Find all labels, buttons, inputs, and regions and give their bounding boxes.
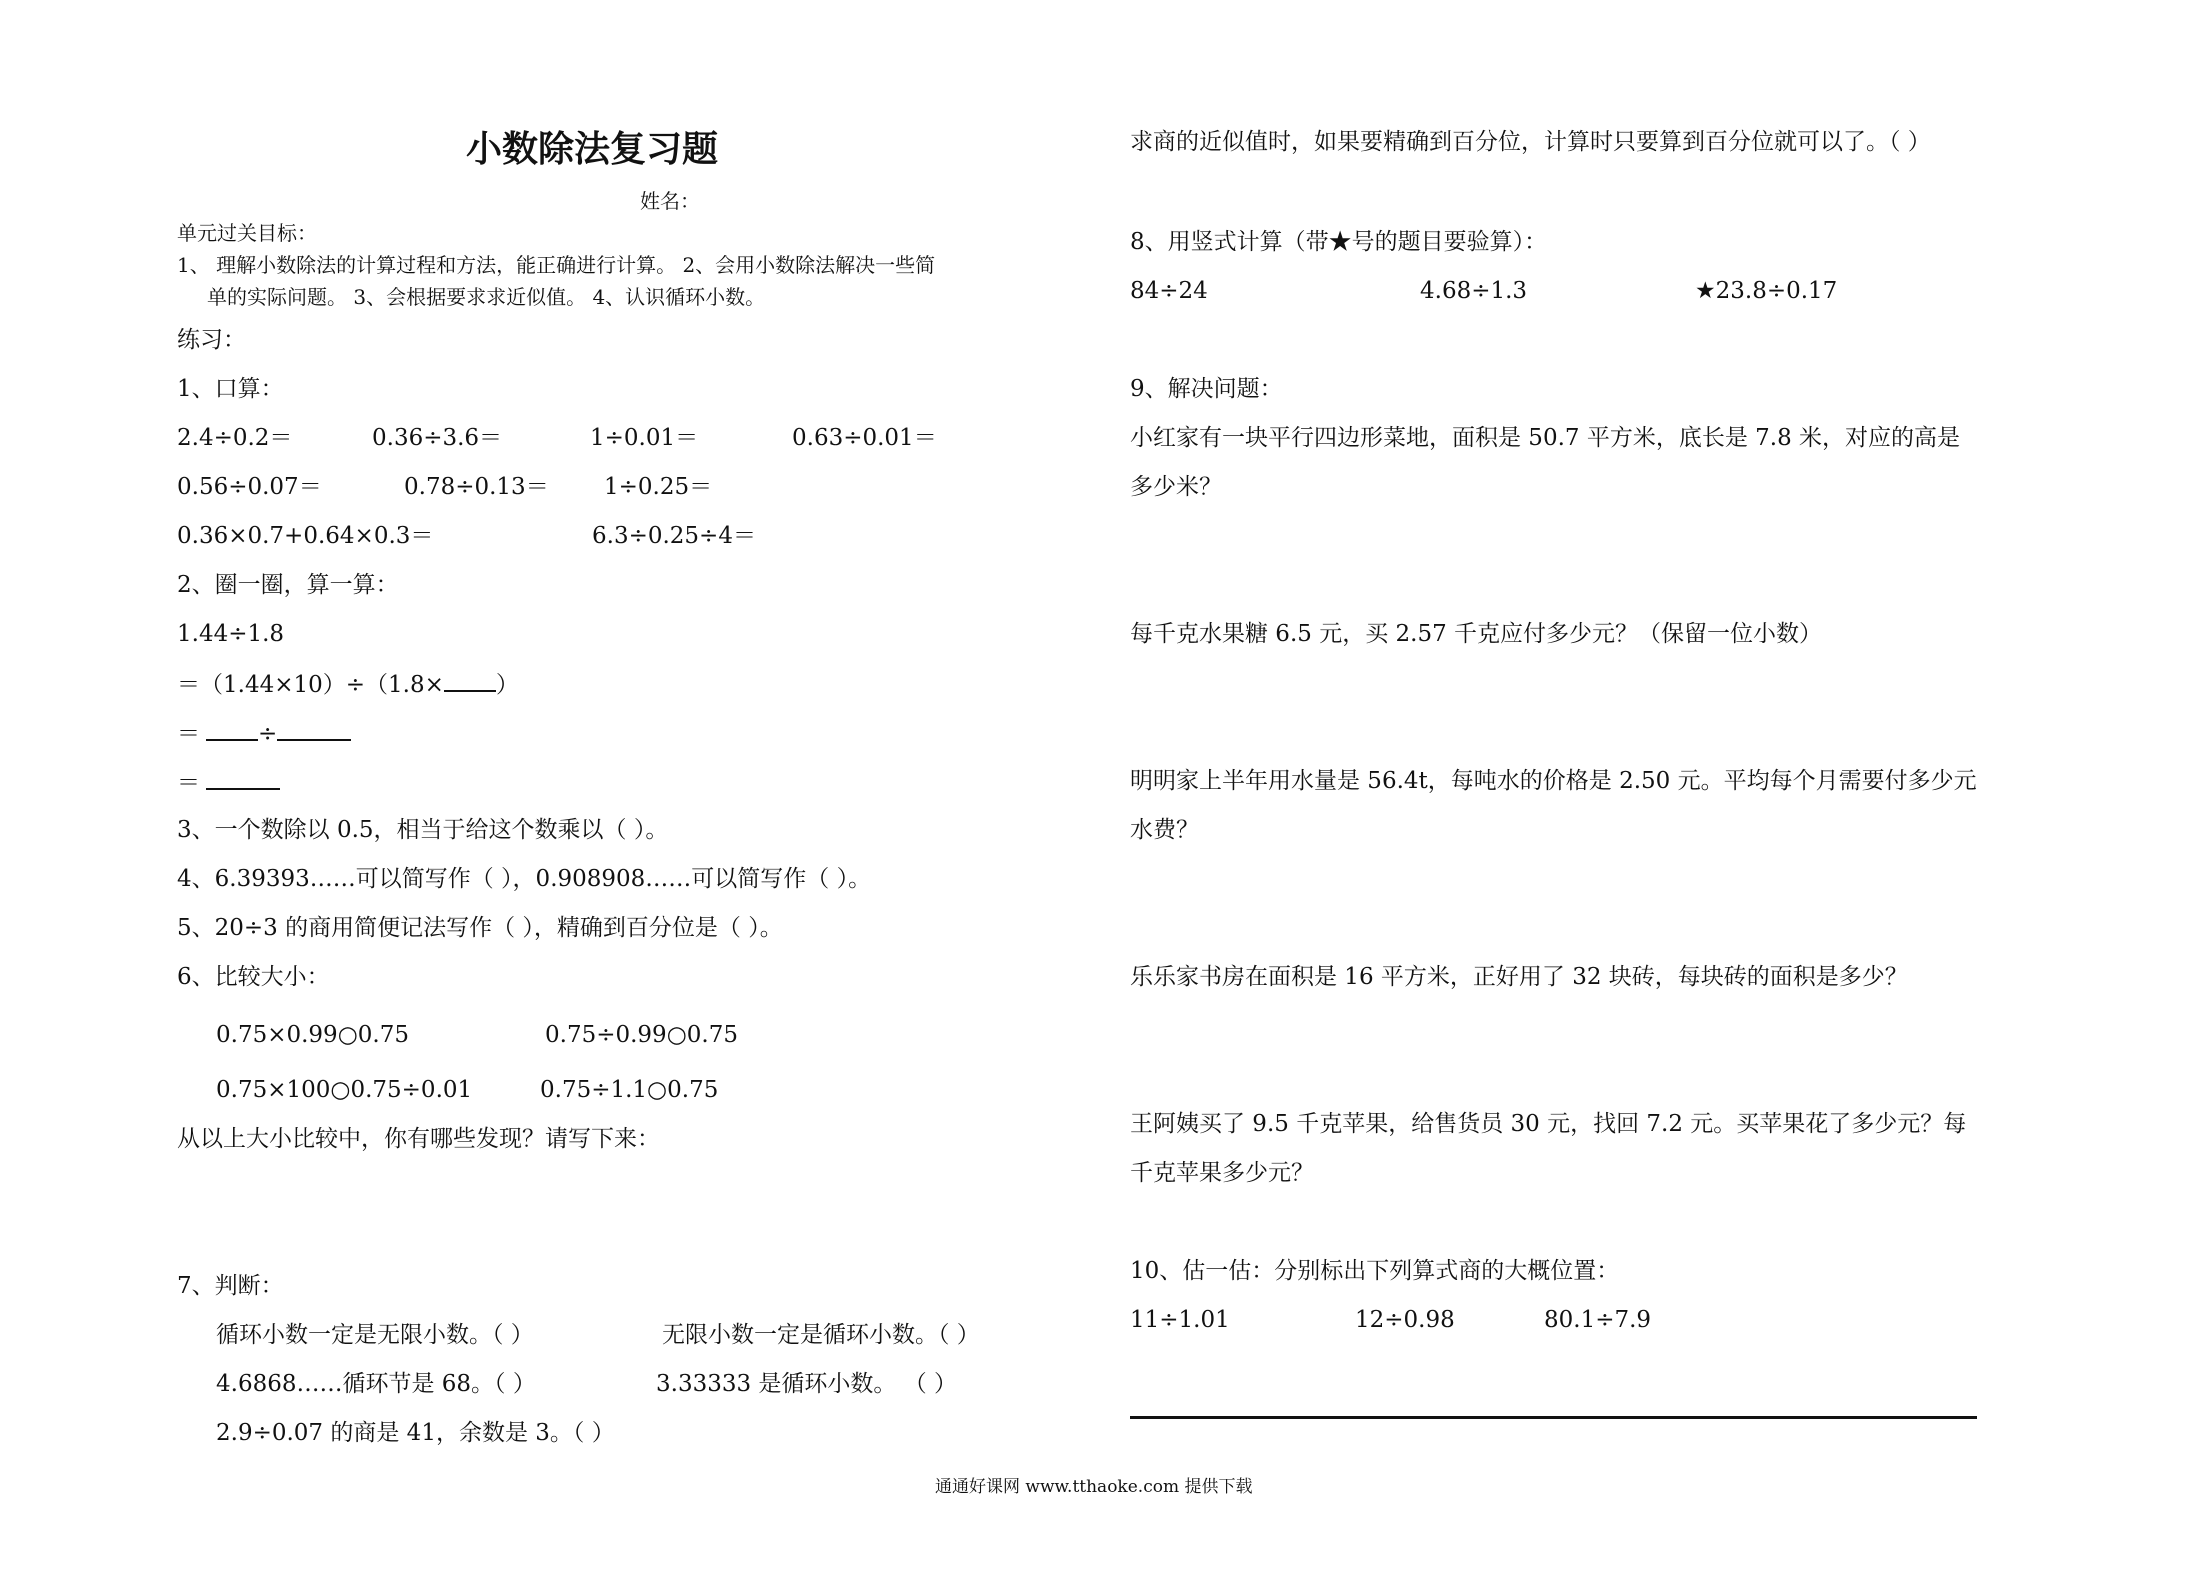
q7-heading: 7、判断： xyxy=(177,1273,284,1299)
goals-heading: 单元过关目标： xyxy=(177,221,317,245)
q9-problem-4: 乐乐家书房在面积是 16 平方米，正好用了 32 块砖，每块砖的面积是多少？ xyxy=(1130,964,1908,990)
q1-item: 6.3÷0.25÷4＝ xyxy=(592,523,756,549)
q1-item: 0.36÷3.6＝ xyxy=(372,425,503,451)
q9-problem-1-line-1: 小红家有一块平行四边形菜地，面积是 50.7 平方米，底长是 7.8 米，对应的高是 xyxy=(1130,425,1961,451)
q7-item: 4.6868……循环节是 68。（ ） xyxy=(216,1371,536,1397)
q7-item: 2.9÷0.07 的商是 41，余数是 3。（ ） xyxy=(216,1420,615,1446)
q2-blank-2[interactable] xyxy=(206,717,258,741)
q6-item: 0.75×0.99○0.75 xyxy=(216,1022,409,1048)
q2-heading: 2、圈一圈，算一算： xyxy=(177,572,399,598)
q7-item: 循环小数一定是无限小数。（ ） xyxy=(216,1322,534,1348)
page-footer: 通通好课网 www.tthaoke.com 提供下载 xyxy=(935,1477,1253,1497)
name-label: 姓名： xyxy=(640,189,700,213)
q8-item: 4.68÷1.3 xyxy=(1420,278,1528,304)
q9-problem-3-line-1: 明明家上半年用水量是 56.4t，每吨水的价格是 2.50 元。平均每个月需要付多少元 xyxy=(1130,768,1977,794)
q4: 4、6.39393……可以简写作（ ），0.908908……可以简写作（ ）。 xyxy=(177,866,872,892)
q9-problem-1-line-2: 多少米？ xyxy=(1130,474,1222,500)
q2-line-1: 1.44÷1.8 xyxy=(177,621,285,647)
q10-heading: 10、估一估：分别标出下列算式商的大概位置： xyxy=(1130,1258,1620,1284)
q2-line-2-suffix: ） xyxy=(495,672,519,698)
q1-item: 0.56÷0.07＝ xyxy=(177,474,322,500)
q2-blank-4[interactable] xyxy=(206,766,280,790)
goals-line-1: 1、 理解小数除法的计算过程和方法，能正确进行计算。 2、会用小数除法解决一些简 xyxy=(177,253,936,277)
q2-blank-1[interactable] xyxy=(444,668,496,692)
q6-item: 0.75÷1.1○0.75 xyxy=(540,1077,719,1103)
q5: 5、20÷3 的商用简便记法写作（ ），精确到百分位是（ ）。 xyxy=(177,915,783,941)
q7-item: 无限小数一定是循环小数。（ ） xyxy=(662,1322,980,1348)
q2-line-2-prefix: ＝（1.44×10）÷（1.8× xyxy=(177,672,444,698)
q8-item: 84÷24 xyxy=(1130,278,1208,304)
q1-item: 1÷0.01＝ xyxy=(590,425,699,451)
goals-line-2: 单的实际问题。 3、会根据要求求近似值。 4、认识循环小数。 xyxy=(207,285,766,309)
q6-prompt: 从以上大小比较中，你有哪些发现？请写下来： xyxy=(177,1126,660,1152)
q9-problem-5-line-1: 王阿姨买了 9.5 千克苹果，给售货员 30 元，找回 7.2 元。买苹果花了多少元？每 xyxy=(1130,1111,1967,1137)
practice-label: 练习： xyxy=(177,327,246,353)
q2-line-2 xyxy=(177,668,519,700)
q1-item: 1÷0.25＝ xyxy=(604,474,713,500)
q6-item: 0.75×100○0.75÷0.01 xyxy=(216,1077,473,1103)
q6-heading: 6、比较大小： xyxy=(177,964,330,990)
q9-problem-2: 每千克水果糖 6.5 元，买 2.57 千克应付多少元？（保留一位小数） xyxy=(1130,621,1823,647)
q9-heading: 9、解决问题： xyxy=(1130,376,1283,402)
q9-problem-3-line-2: 水费？ xyxy=(1130,817,1199,843)
q8-item: ★23.8÷0.17 xyxy=(1695,278,1838,304)
q2-line-3-divide: ÷ xyxy=(258,721,278,747)
q1-item: 2.4÷0.2＝ xyxy=(177,425,293,451)
q2-line-4 xyxy=(177,766,280,798)
q3: 3、一个数除以 0.5，相当于给这个数乘以（ ）。 xyxy=(177,817,669,843)
q7-continued: 求商的近似值时，如果要精确到百分位，计算时只要算到百分位就可以了。（ ） xyxy=(1130,129,1931,155)
q1-item: 0.36×0.7+0.64×0.3＝ xyxy=(177,523,434,549)
q1-item: 0.63÷0.01＝ xyxy=(792,425,937,451)
q1-item: 0.78÷0.13＝ xyxy=(404,474,549,500)
q9-problem-5-line-2: 千克苹果多少元？ xyxy=(1130,1160,1314,1186)
q2-line-4-prefix: ＝ xyxy=(177,770,200,796)
q6-item: 0.75÷0.99○0.75 xyxy=(545,1022,738,1048)
q10-item: 80.1÷7.9 xyxy=(1544,1307,1652,1333)
q1-heading: 1、口算： xyxy=(177,376,284,402)
q2-line-3 xyxy=(177,717,351,749)
worksheet-title: 小数除法复习题 xyxy=(466,128,719,170)
q8-heading: 8、用竖式计算（带★号的题目要验算）： xyxy=(1130,229,1548,255)
q2-blank-3[interactable] xyxy=(277,717,351,741)
q10-item: 12÷0.98 xyxy=(1355,1307,1455,1333)
q10-number-line xyxy=(1130,1416,1977,1419)
q7-item: 3.33333 是循环小数。 （ ） xyxy=(656,1371,958,1397)
q2-line-3-prefix: ＝ xyxy=(177,721,200,747)
q10-item: 11÷1.01 xyxy=(1130,1307,1230,1333)
